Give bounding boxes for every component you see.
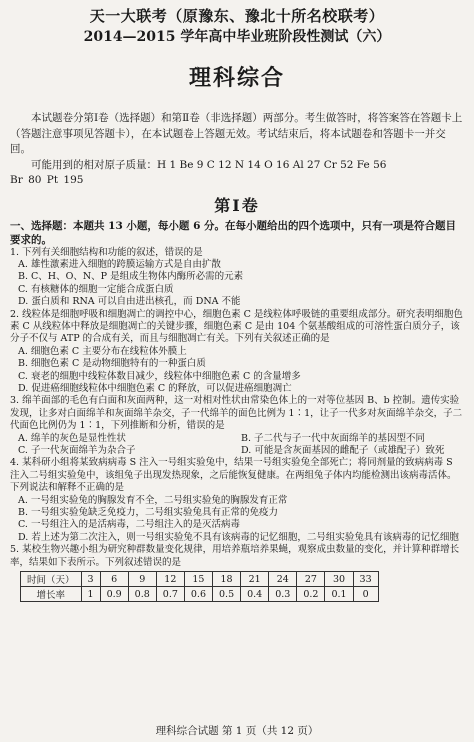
rate-cell: 0.2 (297, 587, 325, 602)
atomic-masses-line2: Br 80 Pt 195 (10, 174, 84, 186)
question-stem: 2. 线粒体是细胞呼吸和细胞凋亡的调控中心，细胞色素 C 是线粒体呼吸链的重要组成部分。研究表明细胞色素 C 从线粒体中释放是细胞凋亡的关键步骤，细胞色素 C 是由 104 个氨基酸组成的可溶性蛋白质分子，该分子不仅与 ATP 的合成有关，而且与细胞凋亡有关。下列有关叙述正确的是 (10, 308, 463, 345)
rate-cell: 0.4 (241, 587, 269, 602)
section-title: 第Ⅰ卷 (214, 195, 260, 215)
option-a: A. 雄性激素进入细胞的跨膜运输方式是自由扩散 (18, 258, 221, 270)
question-stem: 3. 绵羊面部的毛色有白面和灰面两种，这一对相对性状由常染色体上的一对等位基因 B、b 控制。遗传实验发现，让多对白面绵羊和灰面绵羊杂交，子一代绵羊的面色比例为 1∶1，让子一代多对灰面绵羊杂交，子二代面色比例仍为 1∶1，下列推断和分析，错误的是 (10, 395, 463, 432)
rate-cell: 1 (81, 587, 100, 602)
option-d: D. 若上述为第二次注入，则一号组实验兔不具有该病毒的记忆细胞，二号组实验兔具有该病毒的记忆细胞 (18, 531, 459, 543)
rate-cell: 0.8 (128, 587, 156, 602)
question-5 (10, 544, 464, 602)
option-a: A. 细胞色素 C 主要分布在线粒体外膜上 (18, 345, 187, 357)
time-cell: 18 (213, 572, 241, 587)
question-stem: 1. 下列有关细胞结构和功能的叙述，错误的是 (10, 246, 203, 258)
rate-cell: 0.1 (325, 587, 353, 602)
option-a: A. 绵羊的灰色是显性性状 (18, 432, 126, 444)
question-3 (10, 395, 464, 457)
rate-cell: 0 (353, 587, 378, 602)
exam-title: 理科综合 (188, 65, 285, 91)
time-cell: 15 (184, 572, 212, 587)
growth-rate-table (20, 571, 379, 602)
time-cell: 27 (297, 572, 325, 587)
option-d: D. 促进癌细胞线粒体中细胞色素 C 的释放，可以促进癌细胞凋亡 (18, 382, 292, 394)
option-b: B. 一号组实验兔缺乏免疫力，二号组实验兔具有正常的免疫力 (18, 507, 279, 519)
option-a: A. 一号组实验兔的胸腺发育不全，二号组实验兔的胸腺发育正常 (18, 494, 288, 506)
exam-header-line2: 2014—2015 学年高中毕业班阶段性测试（六） (83, 29, 391, 45)
section-instructions: 一、选择题：本题共 13 小题，每小题 6 分。在每小题给出的四个选项中，只有一项是符合题目要求的。 (10, 219, 457, 246)
question-stem: 5. 某校生物兴趣小组为研究种群数量变化规律，用培养瓶培养果蝇，观察成虫数量的变化，并计算种群增长率，结果如下表所示。下列叙述错误的是 (10, 544, 460, 568)
rate-cell: 0.6 (184, 587, 212, 602)
option-c: C. 衰老的细胞中线粒体数目减少，线粒体中细胞色素 C 的含量增多 (18, 370, 301, 382)
question-stem: 4. 某科研小组将某致病病毒 S 注入一号组实验兔中，结果一号组实验兔全部死亡；将同剂量的致病病毒 S 注入二号组实验兔中，该组兔子出现发热现象，之后能恢复健康。在两组兔子体内均能检测出该病毒活体。下列说法和解释不正确的是 (10, 457, 457, 494)
row-label-time: 时间（天） (21, 572, 82, 587)
atomic-masses-line1: 可能用到的相对原子质量：H 1 Be 9 C 12 N 14 O 16 Al 27 Cr 52 Fe 56 (31, 158, 387, 171)
exam-header-line1: 天一大联考（原豫东、豫北十所名校联考） (89, 7, 385, 25)
option-d: D. 可能是含灰面基因的雌配子（或雄配子）致死 (241, 445, 445, 456)
option-d: D. 蛋白质和 RNA 可以自由进出核孔，而 DNA 不能 (18, 296, 241, 308)
table-row-rate (21, 587, 379, 602)
option-c: C. 有核糖体的细胞一定能合成蛋白质 (18, 283, 174, 295)
option-c: C. 一号组注入的是活病毒，二号组注入的是灭活病毒 (18, 519, 240, 531)
rate-cell: 0.5 (213, 587, 241, 602)
question-2 (10, 309, 464, 396)
time-cell: 21 (241, 572, 269, 587)
time-cell: 30 (325, 572, 353, 587)
option-row-ab (10, 433, 464, 445)
option-c: C. 子一代灰面绵羊为杂合子 (18, 445, 136, 456)
rate-cell: 0.9 (100, 587, 128, 602)
option-row-cd (10, 445, 464, 457)
time-cell: 9 (128, 572, 156, 587)
option-b: B. 子二代与子一代中灰面绵羊的基因型不同 (241, 432, 426, 444)
time-cell: 3 (81, 572, 100, 587)
time-cell: 12 (156, 572, 184, 587)
question-4 (10, 457, 464, 544)
question-1 (10, 247, 464, 309)
page-footer: 理科综合试题 第 1 页（共 12 页） (155, 725, 319, 737)
intro-paragraph: 本试题卷分第Ⅰ卷（选择题）和第Ⅱ卷（非选择题）两部分。考生做答时，将答案答在答题卡上（答题注意事项见答题卡），在本试题卷上答题无效。考试结束后，将本试题卷和答题卡一并交回。 (10, 112, 463, 155)
time-cell: 33 (353, 572, 378, 587)
table-row-time (21, 572, 379, 587)
rate-cell: 0.7 (156, 587, 184, 602)
time-cell: 6 (100, 572, 128, 587)
rate-cell: 0.3 (269, 587, 297, 602)
option-b: B. 细胞色素 C 是动物细胞特有的一种蛋白质 (18, 358, 206, 370)
option-b: B. C、H、O、N、P 是组成生物体内酶所必需的元素 (18, 271, 244, 283)
time-cell: 24 (269, 572, 297, 587)
row-label-rate: 增长率 (21, 587, 82, 602)
